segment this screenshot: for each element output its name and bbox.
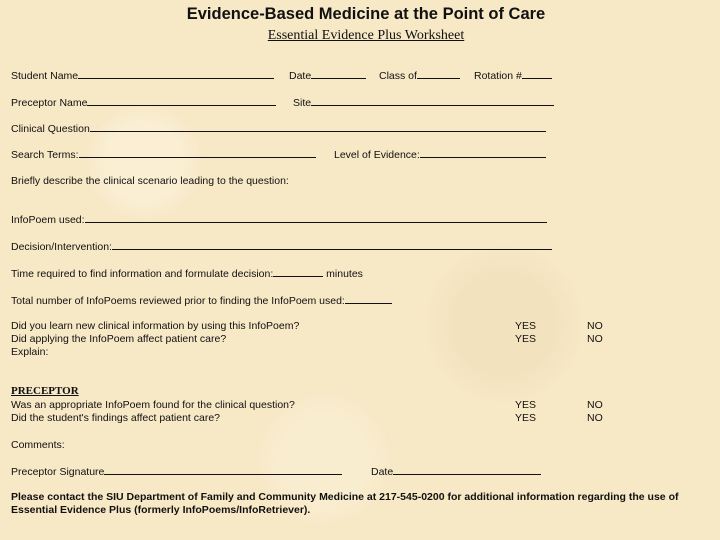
time-required-line[interactable] [273, 267, 323, 277]
date-line[interactable] [311, 69, 366, 79]
total-infopoems-field[interactable] [11, 294, 392, 307]
appropriate-infopoem-question: Was an appropriate InfoPoem found for the clinical question? [11, 399, 295, 411]
infopoem-used-field[interactable] [11, 213, 547, 226]
decision-label: Decision/Intervention: [11, 241, 112, 253]
appropriate-no-option[interactable]: NO [587, 399, 603, 411]
preceptor-signature-label: Preceptor Signature [11, 466, 105, 478]
level-of-evidence-label: Level of Evidence: [334, 149, 420, 161]
preceptor-name-field[interactable] [11, 96, 276, 109]
preceptor-name-label: Preceptor Name [11, 97, 88, 109]
preceptor-signature-field[interactable] [11, 465, 342, 478]
rotation-field[interactable] [474, 69, 552, 82]
time-required-label: Time required to find information and formulate decision: [11, 268, 274, 280]
class-of-field[interactable] [379, 69, 460, 82]
preceptor-date-field[interactable] [371, 465, 541, 478]
affect-care-no-option[interactable]: NO [587, 333, 603, 345]
learned-question: Did you learn new clinical information by using this InfoPoem? [11, 320, 300, 332]
decision-line[interactable] [112, 240, 552, 250]
decision-field[interactable] [11, 240, 552, 253]
class-of-label: Class of [379, 70, 417, 82]
learned-yes-option[interactable]: YES [515, 320, 537, 332]
infopoem-used-line[interactable] [85, 213, 547, 223]
level-of-evidence-line[interactable] [420, 148, 546, 158]
infopoem-used-label: InfoPoem used: [11, 214, 85, 226]
preceptor-date-label: Date [371, 466, 394, 478]
learned-no-option[interactable]: NO [587, 320, 603, 332]
site-field[interactable] [293, 96, 554, 109]
student-name-field[interactable] [11, 69, 274, 82]
findings-affect-question: Did the student's findings affect patient care? [11, 412, 221, 424]
preceptor-signature-line[interactable] [104, 465, 342, 475]
explain-label: Explain: [11, 346, 49, 358]
preceptor-heading: PRECEPTOR [11, 385, 79, 397]
rotation-label: Rotation # [474, 70, 522, 82]
search-terms-label: Search Terms: [11, 149, 79, 161]
time-required-field[interactable] [11, 267, 363, 280]
contact-note: Please contact the SIU Department of Family and Community Medicine at 217-545-0200 for additional information regarding the use of Essential Evidence Plus (formerly InfoPoems/InfoRetriever). [11, 491, 679, 516]
scenario-prompt: Briefly describe the clinical scenario leading to the question: [11, 175, 289, 187]
date-field[interactable] [289, 69, 366, 82]
preceptor-date-line[interactable] [393, 465, 541, 475]
class-of-line[interactable] [417, 69, 460, 79]
appropriate-yes-option[interactable]: YES [515, 399, 537, 411]
date-label: Date [289, 70, 312, 82]
level-of-evidence-field[interactable] [334, 148, 546, 161]
student-name-label: Student Name [11, 70, 79, 82]
search-terms-field[interactable] [11, 148, 316, 161]
affect-care-question: Did applying the InfoPoem affect patient care? [11, 333, 227, 345]
site-line[interactable] [311, 96, 554, 106]
rotation-line[interactable] [522, 69, 552, 79]
time-required-unit: minutes [326, 268, 363, 280]
search-terms-line[interactable] [79, 148, 316, 158]
worksheet-title: Evidence-Based Medicine at the Point of Care [186, 5, 546, 23]
affect-care-yes-option[interactable]: YES [515, 333, 537, 345]
findings-no-option[interactable]: NO [587, 412, 603, 424]
worksheet-subtitle: Essential Evidence Plus Worksheet [267, 28, 465, 43]
total-infopoems-line[interactable] [345, 294, 392, 304]
preceptor-name-line[interactable] [87, 96, 276, 106]
clinical-question-label: Clinical Question [11, 123, 90, 135]
site-label: Site [293, 97, 312, 109]
findings-yes-option[interactable]: YES [515, 412, 537, 424]
comments-label: Comments: [11, 439, 65, 451]
total-infopoems-label: Total number of InfoPoems reviewed prior to finding the InfoPoem used: [11, 295, 345, 307]
clinical-question-field[interactable] [11, 122, 546, 135]
student-name-line[interactable] [78, 69, 274, 79]
clinical-question-line[interactable] [90, 122, 546, 132]
